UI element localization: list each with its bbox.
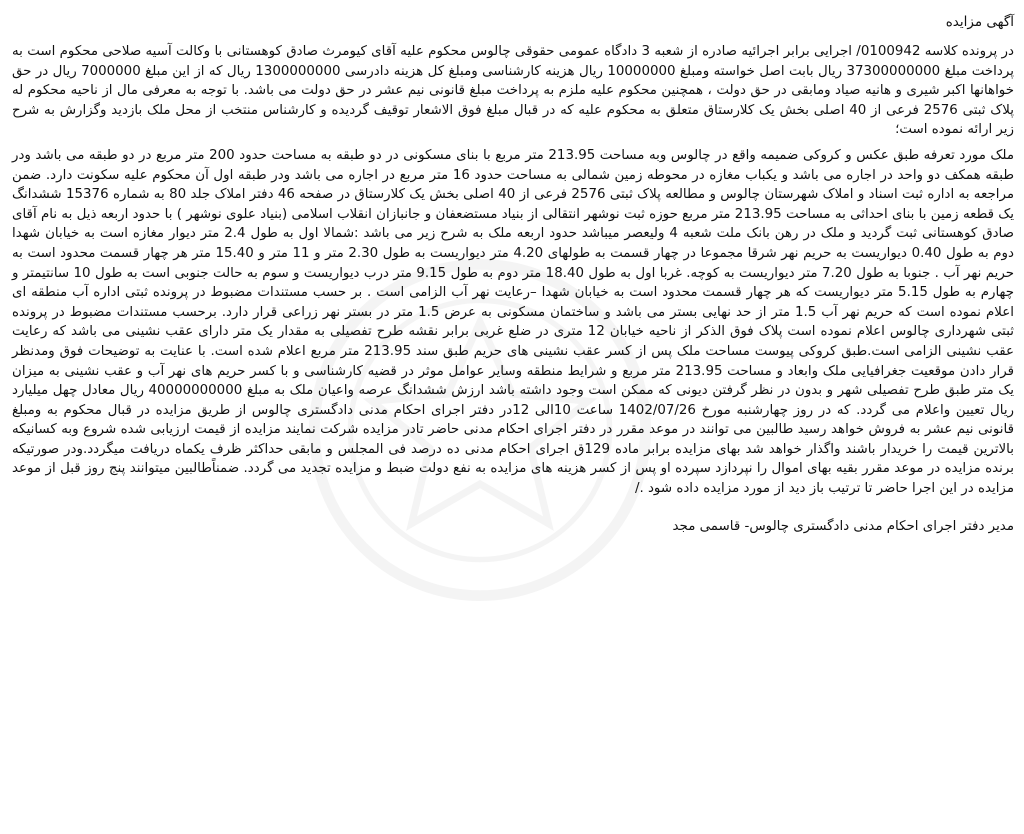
notice-paragraph-property-details: ملک مورد تعرفه طبق عکس و کروکی ضمیمه واقع در چالوس وبه مساحت 213.95 متر مربع با بنای مسکونی در دو طبقه به مساحت حدود 200 متر مربع در دو طبقه می باشد ودر طبقه همکف دو واحد در اجاره می باشد و یکباب مغازه در محوطه زمین شمالی به مساحت حدود 16 متر مربع در اجاره می باشد ودر طبقه اول آن محکوم علیه سکونت دارد. ضمن مراجعه به اداره ثبت اسناد و املاک شهرستان چالوس و مطالعه پلاک ثبتی 2576 فرعی از 40 اصلی بخش یک کلارستاق در صفحه 46 دفتر املاک جلد 80 به شماره 15376 ششدانگ یک قطعه زمین با بنای احداثی به مساحت 213.95 متر مربع حوزه ثبت نوشهر انتقالی از بنیاد مستضعفان و جانبازان انقلاب اسلامی (بنیاد علوی نوشهر ) با حدود اربعه ذیل به نام آقای صادق کوهستانی ثبت گردید و ملک در رهن بانک ملت شعبه 4 ولیعصر میباشد حدود اربعه ملک به شرح زیر می باشد :شمالا اول به طول 2.4 متر دیوار مغازه است به خیابان شهدا دوم به طول 0.40 دیواریست به حریم نهر شرقا مجموعا در چهار قسمت به طولهای 4.20 متر دیواریست به طول 2.30 متر و 11 متر و 15.40 متر هر چهار قسمت محدود است به حریم نهر آب . جنوبا به طول 7.20 متر دیواریست به کوچه. غربا اول به طول 18.40 متر دوم به طول 9.15 متر درب دیواریست و سوم به حالت جنوبی است به طول 10 سانتیمتر و چهارم به طول 5.15 متر دیواریست که هر چهار قسمت محدود است به خیابان شهدا –رعایت نهر آب الزامی است . بر حسب مستندات مضبوط در پرونده ثبتی اداره آب منطقه ای اعلام نموده است که حریم نهر آب 1.5 متر از حد نهایی بستر می باشد و ساختمان مسکونی به عرض 1.5 متر در بستر نهر زراعی قرار دارد. برحسب مستندات مضبوط در پرونده ثبتی شهرداری چالوس اعلام نموده است پلاک فوق الذکر از ناحیه خیابان 12 متری در ضلع غربی برابر نقشه طرح تفصیلی به مقدار یک متر دارای عقب نشینی می باشد که رعایت عقب نشینی الزامی است.طبق کروکی پیوست مساحت ملک پس از کسر عقب نشینی های حریم طبق سند 213.95 متر مربع اعلام شده است. با عنایت به توضیحات فوق ومدنظر قرار دادن موقعیت جغرافیایی ملک وابعاد و مساحت 213.95 متر مربع و شرایط منطقه وسایر عوامل موثر در قضیه کارشناسی و با کسر حریم های نهر آب و عقب نشینی به میزان یک متر طبق طرح تفصیلی شهر و بدون در نظر گرفتن دیونی که ممکن است وجود داشته باشد ارزش ششدانگ عرصه واعیان ملک به مبلغ 40000000000 ریال معادل چهل میلیارد ریال تعیین واعلام می گردد. که در روز چهارشنبه مورخ 1402/07/26 ساعت 10الی 12در دفتر اجرای احکام مدنی دادگستری چالوس از طریق مزایده در قبال محکوم به ومبلغ قانونی نیم عشر به فروش خواهد رسید طالبین می توانند در موعد مقرر در دفتر اجرای احکام مدنی حاضر تادر مزایده شرکت نمایند مزایده از قیمت ارزیابی شده شروع وبه کسانیکه بالاترین قیمت را خریدار باشند واگذار خواهد شد بهای مزایده برابر ماده 129ق اجرای احکام مدنی ده درصد فی المجلس و مابقی حداکثر ظرف یکماه دریافت میگردد.ودر صورتیکه برنده مزایده در موعد مقرر بقیه بهای اموال را نپردازد سپرده او پس از کسر هزینه های مزایده به نفع دولت ضبط و مزایده تجدید می گردد. ضمناًطالبین میتوانند پنج روز قبل از موعد مزایده در این اجرا حاضر تا ترتیب باز دید از مورد مزایده داده شود ./ [12, 147, 1015, 497]
notice-title: آگهی مزایده [945, 14, 1014, 30]
notice-signature: مدیر دفتر اجرای احکام مدنی دادگستری چالوس- قاسمی مجد [672, 518, 1014, 534]
notice-paragraph-case-summary: در پرونده کلاسه 0100942/ اجرایی برابر اجرائیه صادره از شعبه 3 دادگاه عمومی حقوقی چالوس محکوم علیه آقای کیومرث صادق کوهستانی با وکالت آسیه صلاحی محکوم است به پرداخت مبلغ 37300000000 ریال بابت اصل خواسته ومبلغ 10000000 ریال هزینه کارشناسی ومبلغ کل هزینه دادرسی 1300000000 ریال که از این مبلغ 7000000 ریال در حق خواهانها اکبر شیری و هانیه صیاد ومابقی در حق دولت ، همچنین محکوم علیه ملزم به پرداخت مبلغ قانونی نیم عشر در حق دولت می باشد. با توجه به معرفی مال از ناحیه محکوم له پلاک ثبتی 2576 فرعی از 40 اصلی بخش یک کلارستاق متعلق به محکوم علیه که در قبال مبلغ فوق الاشعار توقیف گردیده و کارشناس منتخب از محل ملک بازدید وگزارش به شرح زیر ارائه نموده است؛ [12, 44, 1015, 138]
